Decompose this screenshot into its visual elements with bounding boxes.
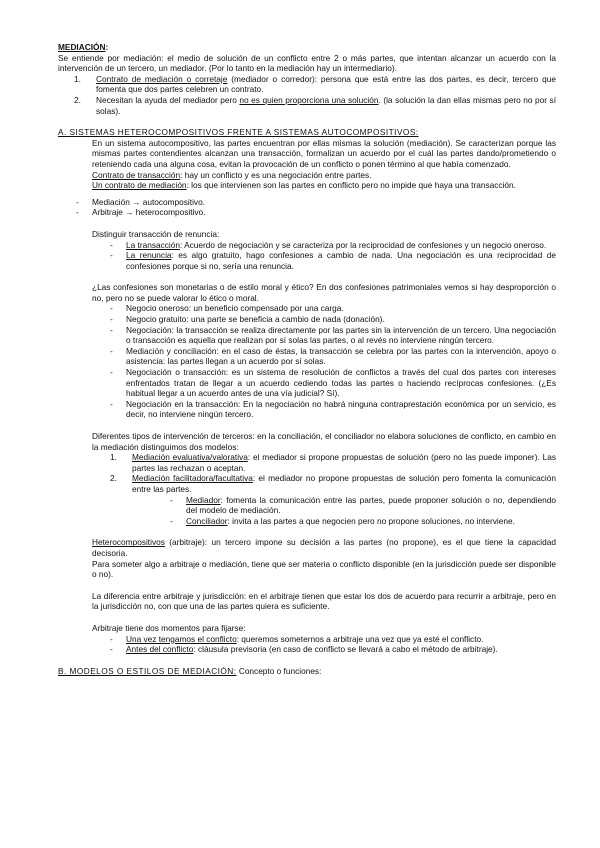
difference-block: La diferencia entre arbitraje y jurisdicción: en el arbitraje tienen que estar los dos de acuerdo para recurrir a arbitraje, pero en la jurisdicción no, con que una de las partes quiera es suficiente. <box>92 590 556 612</box>
question-paragraph: ¿Las confesiones son monetarias o de estilo moral y ético? En dos confesiones patrimoniales vemos si hay desproporción o no, pero no se puede valorar lo ético o moral. <box>92 282 556 303</box>
types-intro: Diferentes tipos de intervención de terceros: en la conciliación, el conciliador no elabora soluciones de conflicto, en cambio en la mediación distinguimos dos modelos: <box>92 431 556 452</box>
definition-transaction: Contrato de transacción: hay un conflicto y es una negociación entre partes. <box>92 169 372 180</box>
definition-mediation-contract: Un contrato de mediación: los que intervienen son las partes en conflicto pero no impide que haya una transacción. <box>92 180 516 191</box>
numbered-list-contract <box>74 74 556 116</box>
list-item: - Arbitraje → heterocompositivo. <box>76 207 206 218</box>
distinguish-block <box>92 229 556 271</box>
section-heading-mediacion: MEDIACIÓN: <box>58 42 109 52</box>
section-b-title: B. MODELOS O ESTILOS DE MEDIACIÓN: Concepto o funciones: <box>58 665 322 676</box>
list-item: - Mediador: fomenta la comunicación entre las partes, puede proponer solución o no, dependiendo del modelo de mediación. <box>170 494 556 516</box>
list-item: - Mediación → autocompositivo. <box>76 196 205 207</box>
distinguish-heading: Distinguir transacción de renuncia: <box>92 228 220 239</box>
arbitration-moments: Arbitraje tiene dos momentos para fijarse: - Una vez tengamos el conflicto: queremos someternos a arbitraje una vez que ya esté el conflicto. - Antes del conflicto: cláusula previsoria (en caso de conflicto se llevará a cabo el método de arbitraje). <box>92 623 556 655</box>
section-a-body <box>92 138 556 191</box>
list-item: - Mediación y conciliación: en el caso de éstas, la transacción se celebra por las partes con la intervención, apoyo o asistencia: las partes llegan a un acuerdo por sí solas. <box>110 345 556 367</box>
list-item: - Una vez tengamos el conflicto: queremos someternos a arbitraje una vez que ya esté el conflicto. <box>110 633 484 644</box>
heading-text: MEDIACIÓN <box>58 42 106 52</box>
list-item: - La renuncia: es algo gratuito, hago confesiones a cambio de nada. Una negociación es una reciprocidad de confesiones porque si no, sería una renuncia. <box>110 250 556 271</box>
list-item: 2. Necesitan la ayuda del mediador pero no es quien proporciona una solución. (la solución la dan ellas mismas pero no por sí solas). <box>74 94 556 116</box>
heterocompositive-block: Heterocompositivos (arbitraje): un tercero impone su decisión a las partes (no propone), es el que tiene la capacidad decisoria. Para someter algo a arbitraje o mediación, tiene que ser materia o conflicto disponible (en la jurisdicción puede ser disponible o no). <box>92 537 556 580</box>
list-item: - Negocio oneroso: un beneficio compensado por una carga. <box>110 303 344 314</box>
list-item: 1. Mediación evaluativa/valorativa: el mediador si propone propuestas de solución (pero no las puede imponer). Las partes las rechazan o aceptan. <box>110 452 556 473</box>
arrow-list <box>76 197 556 218</box>
intro-paragraph: Se entiende por mediación: el medio de solución de un conflicto entre 2 o más partes, que intentan alcanzar un acuerdo con la intervención de un tercero, un mediador. (Por lo tanto en la mediación hay un intermediario). <box>58 52 556 74</box>
list-item: 1. Contrato de mediación o corretaje (mediador o corredor): persona que está entre las dos partes, es decir, tercero que fomenta que dos partes celebren un contrato. <box>74 73 557 95</box>
list-item: - Negociación: la transacción se realiza directamente por las partes sin la intervención de un tercero. Una negociación o transacción es aquella que realizan por sí solas las partes, o al revés no interviene ningún tercero. <box>110 324 556 346</box>
list-item: 2. Mediación facilitadora/facultativa: el mediador no propone propuestas de solución pero fomenta la comunicación entre las partes. <box>110 473 556 494</box>
list-item: - Conciliador: invita a las partes a que negocien pero no propone soluciones, no interviene. <box>170 515 515 526</box>
list-item: - Negocio gratuito: una parte se beneficia a cambio de nada (donación). <box>110 314 385 325</box>
document-page <box>58 42 556 676</box>
list-item: - La transacción: Acuerdo de negociación y se caracteriza por la reciprocidad de confesiones y un negocio oneroso. <box>110 239 547 250</box>
autocompositive-paragraph: En un sistema autocompositivo, las partes encuentran por ellas mismas la solución (mediación). Se caracterizan porque las mismas partes contendientes alcanzan una transacción, formalizan un acuerdo por el cuál las partes dando/prometiendo o reteniendo cada una alguna cosa, evitan la provocación de un conflicto o ponen término al que había comenzado. <box>92 137 556 169</box>
list-item: - Negociación o transacción: es un sistema de resolución de conflictos a través del cual dos partes con intereses enfrentados tratan de llegar a un acuerdo cediendo todas las partes o haciendo recíprocas confesiones. (¿Es habitual llegar a un acuerdo antes de una vía judicial? Sí). <box>110 367 556 399</box>
question-block <box>92 282 556 420</box>
section-a-title: A. SISTEMAS HETEROCOMPOSITIVOS FRENTE A SISTEMAS AUTOCOMPOSITIVOS: <box>58 127 419 138</box>
list-item: - Negociación en la transacción: En la negociación no habrá ninguna contraprestación económica por un servicio, es decir, no interviene ningún tercero. <box>110 398 556 420</box>
third-party-types <box>92 431 556 526</box>
list-item: - Antes del conflicto: cláusula previsoria (en caso de conflicto se llevará a cabo el método de arbitraje). <box>110 644 498 655</box>
